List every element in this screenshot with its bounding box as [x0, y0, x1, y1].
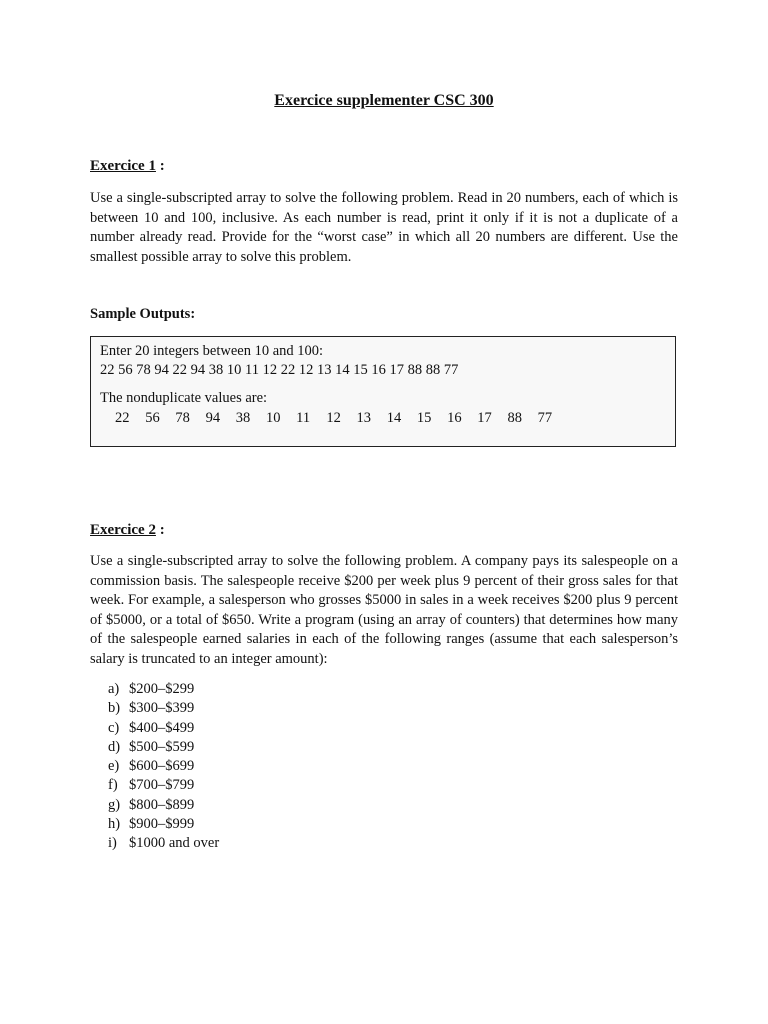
exercise-1-text: Use a single-subscripted array to solve the following problem. Read in 20 numbers, each of which is between 10 and 100, inclusive. As each number is read, print it only if it is not a duplicate of a number already read. Provide for the “worst case” in which all 20 numbers are different. Use the smallest possible array to solve this problem.: [90, 190, 678, 265]
list-item-text: $1000 and over: [129, 835, 220, 852]
list-item: [108, 796, 219, 815]
sample-output-box: [90, 336, 676, 447]
nonduplicate-value: 38: [235, 410, 251, 426]
sample-result-label: The nonduplicate values are:: [100, 390, 268, 406]
list-item: [108, 776, 219, 795]
list-item-label: a): [108, 681, 120, 697]
sample-input-line: 22 56 78 94 22 94 38 10 11 12 22 12 13 14 15 16 17 88 88 77: [100, 362, 459, 378]
list-item-text: $600–$699: [129, 758, 195, 775]
document-title: Exercice supplementer CSC 300: [274, 92, 494, 109]
list-item: [108, 699, 219, 718]
nonduplicate-value: 10: [265, 410, 281, 426]
nonduplicate-value: 13: [356, 410, 371, 426]
nonduplicate-values: [115, 410, 568, 427]
list-item-text: $900–$999: [129, 816, 195, 833]
list-item-label: e): [108, 758, 120, 775]
nonduplicate-value: 78: [175, 410, 190, 426]
list-item-text: $400–$499: [129, 719, 195, 736]
list-item: [108, 680, 219, 699]
exercise-2-text: Use a single-subscripted array to solve the following problem. A company pays its salespeople on a commission basis. The salespeople receive $200 per week plus 9 percent of their gross sales for that week. For example, a salesperson who grosses $5000 in sales in a week receives $200 plus 9 percent of $5000, or a total of $650. Write a program (using an array of counters) that determines how many of the salespeople earned salaries in each of the following ranges (assume that each salesperson’s salary is truncated to an integer amount):: [90, 553, 678, 667]
list-item-text: $500–$599: [129, 738, 195, 755]
list-item-label: f): [108, 777, 118, 794]
nonduplicate-value: 14: [386, 410, 402, 426]
sample-prompt: Enter 20 integers between 10 and 100:: [100, 343, 324, 359]
nonduplicate-value: 22: [115, 410, 130, 426]
exercise-2-heading: [90, 522, 165, 539]
list-item: [108, 757, 219, 776]
sample-outputs-heading: Sample Outputs:: [90, 306, 196, 322]
list-item-label: h): [108, 816, 121, 833]
list-item-label: c): [108, 719, 120, 736]
salary-ranges-list: [108, 680, 219, 854]
list-item: [108, 738, 219, 757]
exercise-1-heading: [90, 158, 165, 175]
list-item: [108, 815, 219, 834]
exercise-2-heading-suffix: :: [155, 522, 165, 538]
nonduplicate-value: 17: [477, 410, 492, 426]
nonduplicate-value: 15: [416, 410, 432, 426]
nonduplicate-value: 16: [447, 410, 462, 426]
nonduplicate-value: 77: [537, 410, 553, 426]
list-item: [108, 834, 219, 853]
list-item-text: $300–$399: [129, 700, 195, 717]
exercise-1-heading-suffix: :: [155, 158, 165, 174]
nonduplicate-value: 88: [507, 410, 522, 426]
nonduplicate-value: 94: [205, 410, 221, 426]
list-item-text: $200–$299: [129, 681, 195, 697]
exercise-1-heading-label: Exercice 1: [90, 158, 156, 174]
list-item: [108, 719, 219, 738]
nonduplicate-value: 12: [326, 410, 341, 426]
list-item-text: $700–$799: [129, 777, 195, 794]
exercise-2-heading-label: Exercice 2: [90, 522, 156, 538]
list-item-label: i): [108, 835, 117, 852]
list-item-text: $800–$899: [129, 796, 195, 813]
nonduplicate-value: 56: [145, 410, 160, 426]
list-item-label: d): [108, 738, 121, 755]
list-item-label: g): [108, 796, 121, 813]
list-item-label: b): [108, 700, 121, 717]
nonduplicate-value: 11: [296, 410, 311, 426]
